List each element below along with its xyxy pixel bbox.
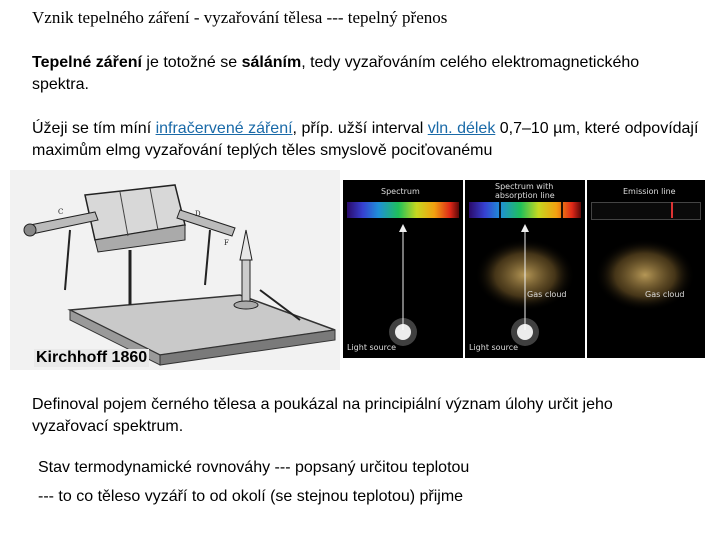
label-gas-cloud-2: Gas cloud bbox=[645, 290, 685, 299]
kirchhoff-apparatus-image bbox=[10, 170, 340, 370]
paragraph-equilibrium: Stav termodynamické rovnováhy --- popsaný určitou teplotou bbox=[38, 459, 470, 476]
slide-title: Vznik tepelného záření - vyzařování tělesa --- tepelný přenos bbox=[32, 8, 448, 27]
svg-text:C: C bbox=[58, 208, 64, 216]
paragraph-black-body: Definoval pojem černého tělesa a poukázal na principiální význam úlohy určit jeho vyzařovací spektrum. bbox=[32, 396, 613, 435]
label-absorption-1: Spectrum with bbox=[495, 182, 554, 191]
panel-spectrum bbox=[343, 180, 463, 358]
p1-text-2: , tedy vyzařováním celého elektromagnetického spektra. bbox=[32, 54, 640, 93]
kirchhoff-caption: Kirchhoff 1860 bbox=[36, 349, 148, 366]
paragraph-thermal-radiation bbox=[32, 52, 672, 96]
panel-absorption bbox=[465, 180, 585, 358]
p1-text-1: je totožné se bbox=[141, 54, 242, 71]
label-light-source-1: Light source bbox=[347, 343, 397, 352]
label-light-source-2: Light source bbox=[469, 343, 519, 352]
p2-text-3: 0,7–10 µm, které odpovídají maximům elmg vyzařování teplých těles smyslově pociťovanému bbox=[32, 120, 699, 159]
light-ray-arrow bbox=[343, 180, 463, 358]
p2-text-1: Úžeji se tím míní bbox=[32, 120, 156, 137]
svg-text:D: D bbox=[195, 210, 201, 218]
link-wavelength[interactable]: vln. délek bbox=[427, 120, 496, 137]
panel-emission bbox=[587, 180, 705, 358]
term-salani: sáláním bbox=[241, 54, 302, 71]
paragraph-infrared bbox=[32, 118, 702, 162]
label-absorption-2: absorption line bbox=[495, 191, 555, 200]
gas-cloud-emission bbox=[587, 180, 705, 358]
term-thermal-radiation: Tepelné záření bbox=[32, 54, 142, 71]
paragraph-emits-absorbs: --- to co těleso vyzáří to od okolí (se stejnou teplotou) přijme bbox=[38, 488, 464, 505]
label-gas-cloud-1: Gas cloud bbox=[527, 290, 567, 299]
label-emission: Emission line bbox=[623, 187, 676, 196]
p2-text-2: , příp. užší interval bbox=[292, 120, 428, 137]
svg-text:F: F bbox=[224, 239, 229, 247]
link-infrared-radiation[interactable]: infračervené záření bbox=[155, 120, 293, 137]
label-spectrum: Spectrum bbox=[381, 187, 420, 196]
gas-cloud-absorption bbox=[465, 180, 585, 358]
